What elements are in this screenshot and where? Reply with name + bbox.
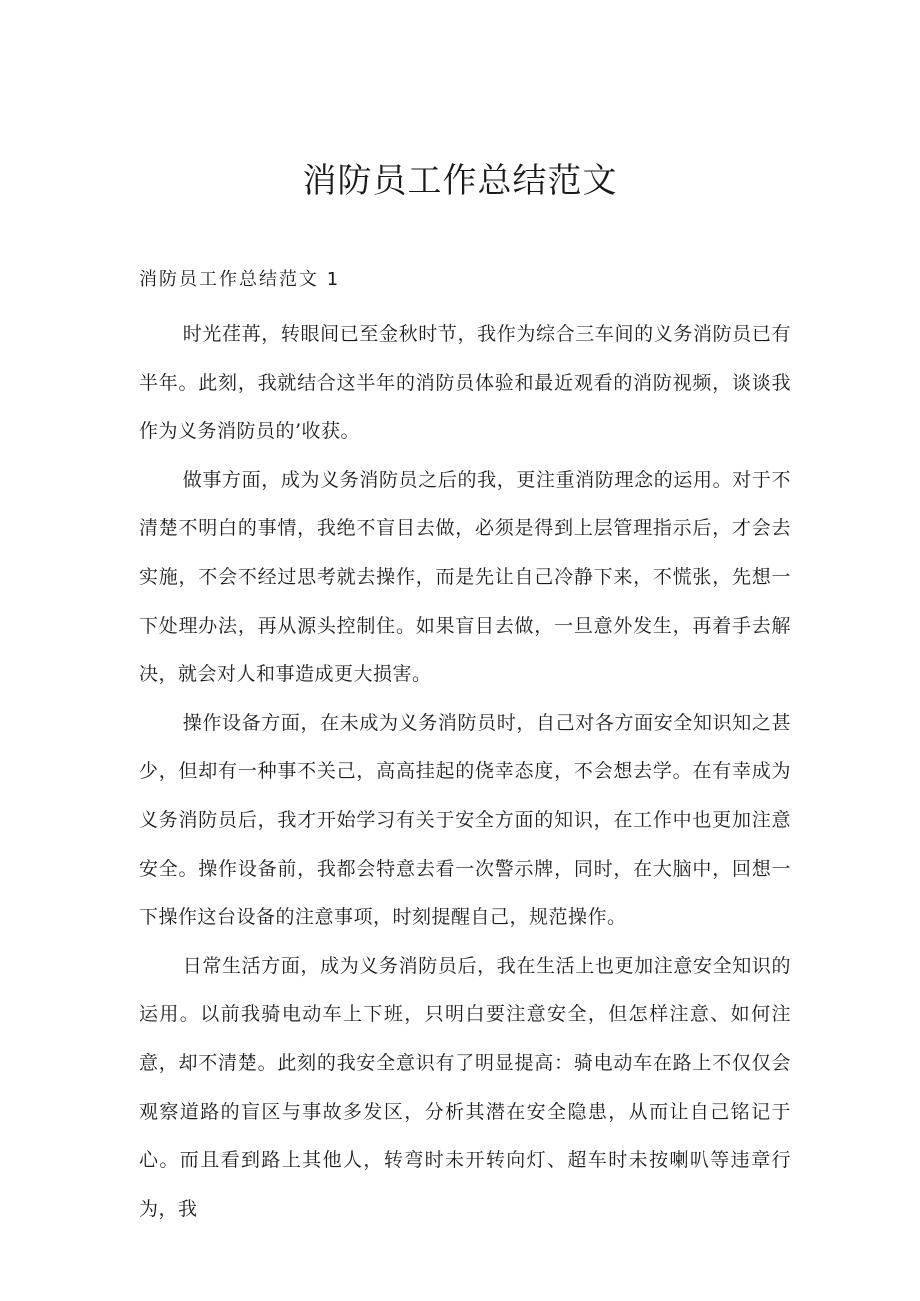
paragraph-2: 做事方面，成为义务消防员之后的我，更注重消防理念的运用。对于不清楚不明白的事情，我绝不盲目去做，必须是得到上层管理指示后，才会去实施，不会不经过思考就去操作，而是先让自己冷静下来，不慌张，先想一下处理办法，再从源头控制住。如果盲目去做，一旦意外发生，再着手去解决，就会对人和事造成更大损害。 <box>139 468 791 686</box>
paragraph-4: 日常生活方面，成为义务消防员后，我在生活上也更加注意安全知识的运用。以前我骑电动车上下班，只明白要注意安全，但怎样注意、如何注意，却不清楚。此刻的我安全意识有了明显提高：骑电动车在路上不仅仅会观察道路的盲区与事故多发区，分析其潜在安全隐患，从而让自己铭记于心。而且看到路上其他人，转弯时未开转向灯、超车时未按喇叭等违章行为，我 <box>139 954 791 1220</box>
paragraph-1: 时光荏苒，转眼间已至金秋时节，我作为综合三车间的义务消防员已有半年。此刻，我就结合这半年的消防员体验和最近观看的消防视频，谈谈我作为义务消防员的’收获。 <box>139 323 791 443</box>
document-body <box>139 310 791 1233</box>
section-heading: 消防员工作总结范文 1 <box>139 269 341 290</box>
document-title: 消防员工作总结范文 <box>302 161 618 201</box>
paragraph-3: 操作设备方面，在未成为义务消防员时，自己对各方面安全知识知之甚少，但却有一种事不关己，高高挂起的侥幸态度，不会想去学。在有幸成为义务消防员后，我才开始学习有关于安全方面的知识，在工作中也更加注意安全。操作设备前，我都会特意去看一次警示牌，同时，在大脑中，回想一下操作这台设备的注意事项，时刻提醒自己，规范操作。 <box>139 711 791 929</box>
